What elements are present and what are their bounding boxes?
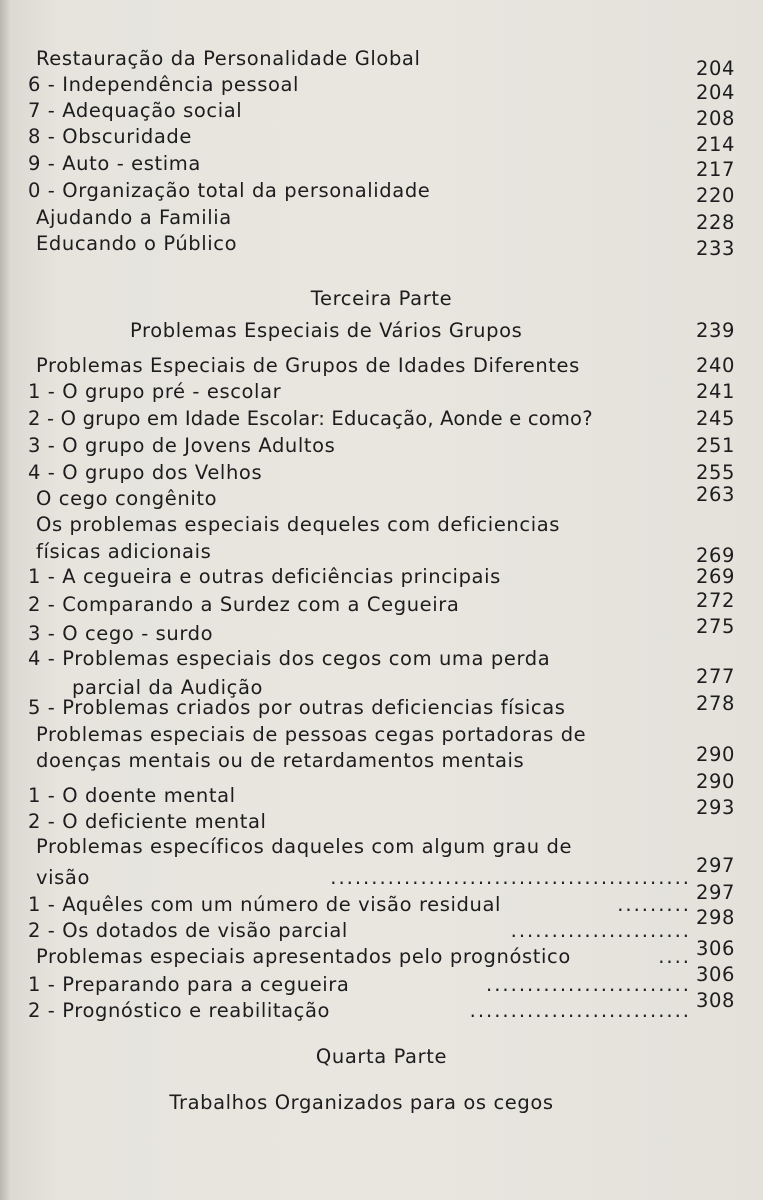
toc-entry-title: 1 - Preparando para a cegueira (28, 973, 350, 996)
toc-entry (0, 460, 763, 486)
toc-entry (0, 906, 763, 944)
toc-entry (0, 743, 763, 774)
toc-entry-title: 9 - Auto - estima (28, 152, 201, 175)
toc-entry (0, 72, 763, 104)
toc-entry-title: 5 - Problemas criados por outras deficiencias físicas (28, 696, 566, 719)
toc-entry-title: 4 - O grupo dos Velhos (28, 461, 263, 484)
toc-entry-page: 228 (695, 211, 735, 234)
toc-entry-title: 2 - Os dotados de visão parcial (28, 919, 348, 942)
toc-entry (0, 854, 763, 891)
toc-entry (0, 379, 763, 405)
toc-entry-page: 278 (695, 692, 735, 715)
toc-entry (0, 512, 763, 538)
toc-entry (0, 646, 763, 672)
toc-entry-title: 0 - Organização total da personalidade (28, 179, 431, 202)
toc-entry (0, 589, 763, 618)
leader-dots: ......... (617, 893, 691, 916)
toc-entry-page: 245 (695, 407, 735, 430)
toc-entry (0, 834, 763, 860)
toc-entry-title: 1 - A cegueira e outras deficiências principais (28, 565, 501, 588)
toc-entry-page: 298 (695, 906, 735, 929)
toc-entry (0, 46, 763, 80)
toc-entry-title: 1 - O grupo pré - escolar (28, 380, 282, 403)
toc-entry (0, 692, 763, 721)
toc-entry-title: Educando o Público (36, 232, 238, 255)
toc-entry (0, 151, 763, 181)
toc-entry-title: parcial da Audição (72, 676, 264, 699)
leader-dots: .... (658, 945, 691, 968)
toc-entry (0, 483, 763, 512)
toc-entry-page: 251 (695, 434, 735, 457)
toc-entry-title: 1 - O doente mental (28, 784, 236, 807)
part-subtitle: Problemas Especiais de Vários Grupos (130, 319, 523, 342)
toc-entry-page: 272 (695, 589, 735, 612)
toc-entry (0, 564, 763, 590)
toc-entry (0, 353, 763, 379)
toc-entry-title: Os problemas especiais dequeles com deficiencias (36, 513, 561, 536)
toc-entry-page: 306 (695, 937, 735, 960)
toc-entry-title: 2 - Comparando a Surdez com a Cegueira (28, 593, 460, 616)
toc-entry-title: 3 - O grupo de Jovens Adultos (28, 434, 336, 457)
toc-entry-page: 297 (695, 881, 735, 904)
toc-entry-page: 297 (695, 854, 735, 877)
toc-entry-title: Ajudando a Familia (36, 206, 232, 229)
toc-entry-title: Problemas específicos daqueles com algum grau de (36, 835, 573, 858)
toc-entry (0, 770, 763, 809)
toc-entry-title: Problemas especiais apresentados pelo prognóstico (36, 945, 571, 968)
toc-entry-title: O cego congênito (36, 487, 218, 510)
toc-entry-page: 214 (695, 133, 735, 156)
toc-entry (0, 539, 763, 565)
toc-entry-title: 4 - Problemas especiais dos cegos com uma perda (28, 647, 551, 670)
toc-entry-title: 2 - Prognóstico e reabilitação (28, 999, 331, 1022)
part-heading: Terceira Parte (310, 287, 453, 310)
toc-entry-title: 2 - O deficiente mental (28, 810, 267, 833)
part-subtitle-row (0, 318, 763, 344)
toc-entry (0, 937, 763, 970)
toc-entry (0, 124, 763, 156)
leader-dots: ........................... (469, 999, 691, 1022)
toc-entry (0, 231, 763, 260)
toc-entry-page: 204 (695, 81, 735, 104)
toc-entry-title: 7 - Adequação social (28, 99, 243, 122)
toc-entry-page: 293 (695, 796, 735, 819)
toc-entry (0, 722, 763, 748)
toc-entry-page: 275 (695, 615, 735, 638)
toc-entry-page: 255 (695, 461, 735, 484)
toc-entry-page: 239 (695, 319, 735, 342)
toc-entry-page: 306 (695, 963, 735, 986)
toc-entry-page: 269 (695, 565, 735, 588)
toc-entry-page: 290 (695, 770, 735, 793)
toc-entry-title: físicas adicionais (36, 540, 212, 563)
part-subtitle: Trabalhos Organizados para os cegos (169, 1091, 554, 1114)
toc-entry (0, 98, 763, 130)
toc-entry-title: 6 - Independência pessoal (28, 73, 300, 96)
toc-entry (0, 615, 763, 647)
toc-entry (0, 433, 763, 459)
toc-entry-page: 240 (695, 354, 735, 377)
toc-entry-page: 241 (695, 380, 735, 403)
toc-entry-title: 3 - O cego - surdo (28, 622, 214, 645)
toc-entry (0, 963, 763, 998)
toc-entry-title: 1 - Aquêles com um número de visão residual (28, 893, 502, 916)
leader-dots: ......................... (486, 973, 691, 996)
toc-entry-title: 2 - O grupo em Idade Escolar: Educação, Aonde e como? (28, 407, 593, 430)
toc-entry-title: doenças mentais ou de retardamentos mentais (36, 749, 525, 772)
toc-entry-title: visão (36, 866, 90, 889)
leader-dots: ...................... (510, 919, 691, 942)
toc-entry (0, 989, 763, 1024)
toc-entry-page: 217 (695, 158, 735, 181)
toc-entry (0, 881, 763, 918)
leader-dots: ............................................ (330, 866, 691, 889)
toc-entry (0, 796, 763, 835)
toc-entry-page: 269 (695, 544, 735, 567)
toc-entry-page: 290 (695, 743, 735, 766)
toc-entry-title: 8 - Obscuridade (28, 125, 192, 148)
toc-entry-page: 277 (695, 665, 735, 688)
part-heading: Quarta Parte (315, 1045, 448, 1068)
toc-entry-title: Restauração da Personalidade Global (36, 47, 421, 70)
toc-entry-page: 208 (695, 107, 735, 130)
toc-entry-title: Problemas Especiais de Grupos de Idades Diferentes (36, 354, 580, 377)
toc-entry-page: 204 (695, 57, 735, 80)
toc-entry-title: Problemas especiais de pessoas cegas portadoras de (36, 723, 587, 746)
toc-entry (0, 406, 763, 432)
toc-entry-page: 308 (695, 989, 735, 1012)
toc-entry-page: 263 (695, 483, 735, 506)
toc-entry (0, 205, 763, 234)
toc-entry-page: 220 (695, 184, 735, 207)
toc-entry-page: 233 (695, 237, 735, 260)
toc-entry (0, 178, 763, 207)
